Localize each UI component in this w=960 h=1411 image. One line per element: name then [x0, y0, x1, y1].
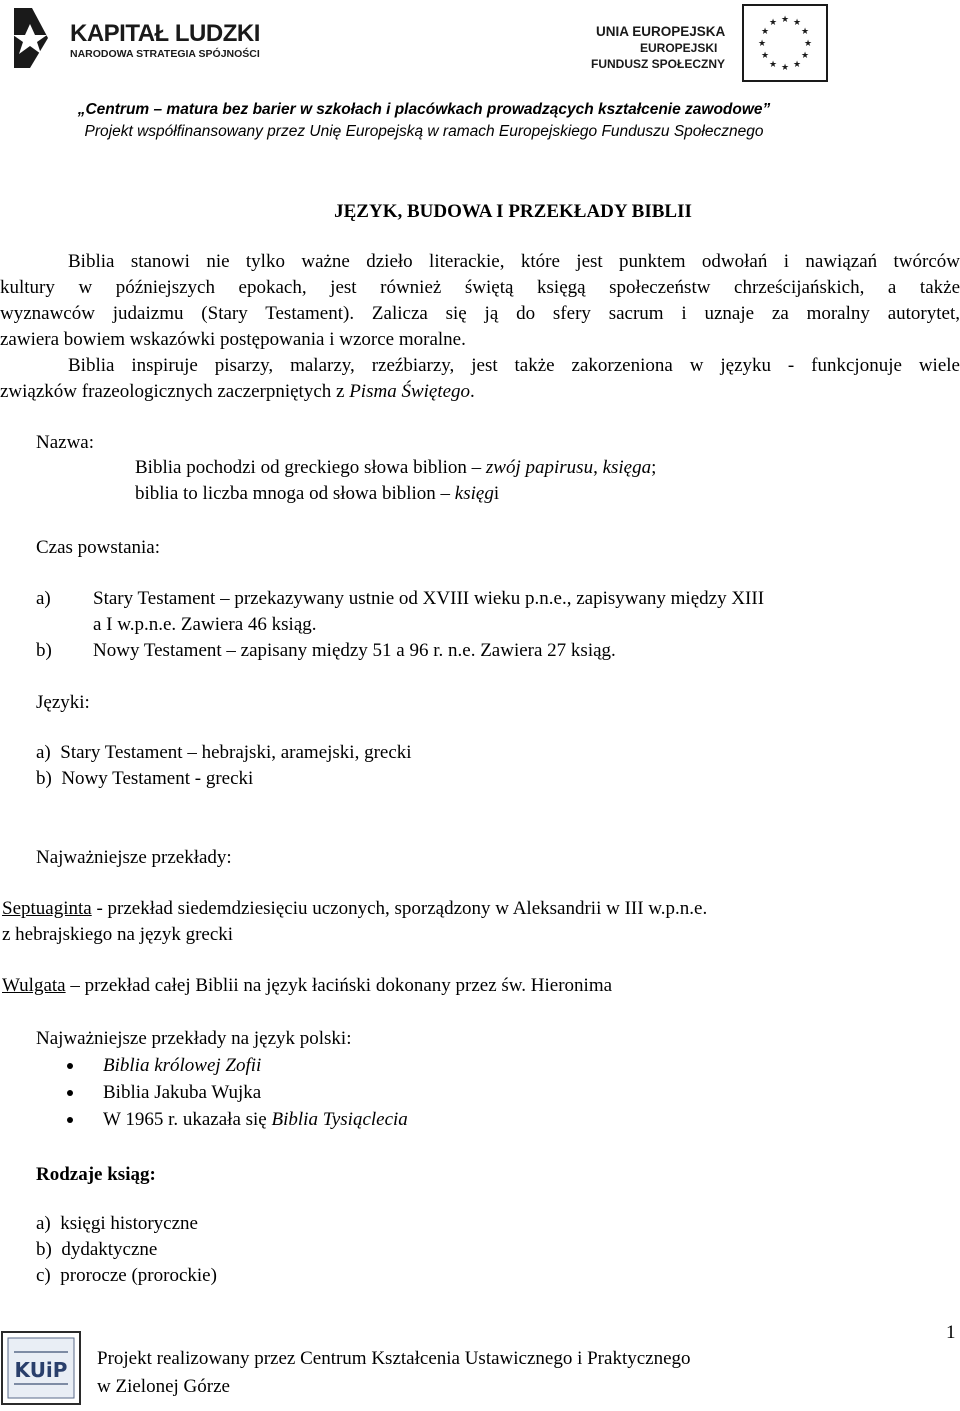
intro-line-4: zawiera bowiem wskazówki postępowania i wzorce moralne.	[0, 329, 466, 350]
svg-text:★: ★	[800, 27, 810, 37]
time-a-line-1: Stary Testament – przekazywany ustnie od XVIII wieku p.n.e., zapisywany między XIII	[93, 588, 765, 609]
polish-item-3-italic: Biblia Tysiąclecia	[271, 1109, 408, 1130]
eu-logo-title: UNIA EUROPEJSKA	[596, 24, 726, 39]
svg-text:★: ★	[780, 15, 790, 25]
lang-b: b) Nowy Testament - grecki	[36, 768, 254, 789]
time-heading: Czas powstania:	[36, 537, 161, 558]
name-l1-text: Biblia pochodzi od greckiego słowa biblion –	[135, 457, 486, 478]
footer-line-1: Projekt realizowany przez Centrum Kształcenia Ustawicznego i Praktycznego	[97, 1348, 691, 1369]
svg-text:★: ★	[760, 51, 770, 61]
page-number: 1	[946, 1322, 956, 1343]
kapital-ludzki-title: KAPITAŁ LUDZKI	[70, 20, 260, 47]
inspire-italic: Pisma Świętego	[349, 381, 471, 402]
svg-text:★: ★	[780, 63, 790, 73]
name-l2-italic: księg	[454, 483, 494, 504]
name-l1-semicolon: ;	[651, 457, 657, 478]
footer-text	[97, 1345, 691, 1401]
bullet-icon	[67, 1090, 73, 1096]
svg-text:KUiP: KUiP	[14, 1358, 68, 1382]
inspire-line-1: Biblia inspiruje pisarzy, malarzy, rzeźbiarzy, jest także zakorzeniona w języku - funkcjonuje wiele	[68, 355, 960, 376]
lang-a: a) Stary Testament – hebrajski, aramejski, grecki	[36, 742, 412, 763]
time-b-line-1: Nowy Testament – zapisany między 51 a 96 r. n.e. Zawiera 27 ksiąg.	[93, 640, 616, 661]
time-a-marker: a)	[36, 588, 51, 609]
polish-item-2: Biblia Jakuba Wujka	[103, 1082, 262, 1103]
bullet-icon	[67, 1063, 73, 1069]
svg-text:★: ★	[768, 18, 778, 28]
svg-text:★: ★	[792, 18, 802, 28]
inspire-text: związków frazeologicznych zaczerpniętych z	[0, 381, 350, 402]
eu-flag-icon	[742, 4, 828, 82]
name-heading: Nazwa:	[36, 432, 95, 453]
svg-text:★: ★	[803, 39, 813, 49]
wulgata-name: Wulgata	[2, 975, 66, 996]
bullet-icon	[67, 1117, 73, 1123]
eu-logo-line2: EUROPEJSKI	[640, 41, 718, 55]
eu-logo-line3: FUNDUSZ SPOŁECZNY	[591, 57, 726, 71]
polish-item-1: Biblia królowej Zofii	[103, 1055, 262, 1076]
septuaginta-line-2: z hebrajskiego na język grecki	[2, 924, 234, 945]
project-title: „Centrum – matura bez barier w szkołach i placówkach prowadzących kształcenie zawodowe”	[77, 101, 771, 118]
name-l2-text: biblia to liczba mnoga od słowa biblion –	[135, 483, 455, 504]
septuaginta-line-1	[2, 896, 707, 922]
svg-text:★: ★	[757, 39, 767, 49]
kinds-a: a) księgi historyczne	[36, 1213, 198, 1234]
project-subtitle: Projekt współfinansowany przez Unię Europejską w ramach Europejskiego Funduszu Społecznego	[84, 123, 764, 140]
kinds-heading: Rodzaje ksiąg:	[36, 1164, 156, 1185]
polish-item-3-text: W 1965 r. ukazała się	[103, 1109, 272, 1130]
name-l2-end: i	[493, 483, 500, 504]
document-title: JĘZYK, BUDOWA I PRZEKŁADY BIBLII	[334, 201, 692, 222]
name-line-2	[135, 481, 499, 507]
time-a-line-2: a I w.p.n.e. Zawiera 46 ksiąg.	[93, 614, 317, 635]
name-l1-italic1: zwój papirusu	[485, 457, 594, 478]
kapital-ludzki-subtitle: NARODOWA STRATEGIA SPÓJNOŚCI	[70, 48, 260, 60]
svg-text:★: ★	[768, 60, 778, 70]
kinds-b: b) dydaktyczne	[36, 1239, 158, 1260]
septuaginta-name: Septuaginta	[2, 898, 92, 919]
ckuip-logo-icon	[0, 1330, 82, 1406]
name-l1-italic2: księga	[602, 457, 652, 478]
intro-line-2: kultury w późniejszych epokach, jest również świętą księgą społeczeństw chrześcijańskich, a także	[0, 277, 960, 298]
inspire-line-2	[0, 379, 960, 405]
name-line-1	[135, 455, 656, 481]
lang-heading: Języki:	[36, 692, 90, 713]
kapital-ludzki-star-icon	[4, 4, 70, 70]
wulgata-line	[2, 973, 612, 999]
polish-item-3	[103, 1107, 408, 1133]
polish-heading: Najważniejsze przekłady na język polski:	[36, 1028, 352, 1049]
septuaginta-desc: - przekład siedemdziesięciu uczonych, sporządzony w Aleksandrii w III w.p.n.e.	[91, 898, 708, 919]
intro-line-1: Biblia stanowi nie tylko ważne dzieło literackie, które jest punktem odwołań i nawiązań twórców	[68, 251, 960, 272]
kinds-c: c) prorocze (prorockie)	[36, 1265, 217, 1286]
footer-line-2: w Zielonej Górze	[97, 1376, 230, 1397]
name-l1-comma: ,	[593, 457, 603, 478]
svg-text:★: ★	[792, 60, 802, 70]
svg-text:★: ★	[760, 27, 770, 37]
intro-line-3: wyznawców judaizmu (Stary Testament). Zalicza się ją do sfery sacrum i uznaje za moralny autorytet,	[0, 303, 960, 324]
translations-heading: Najważniejsze przekłady:	[36, 847, 232, 868]
wulgata-desc: – przekład całej Biblii na język łaciński dokonany przez św. Hieronima	[65, 975, 613, 996]
intro-paragraph	[0, 249, 960, 405]
inspire-dot: .	[470, 381, 475, 402]
time-b-marker: b)	[36, 640, 52, 661]
svg-text:★: ★	[800, 51, 810, 61]
